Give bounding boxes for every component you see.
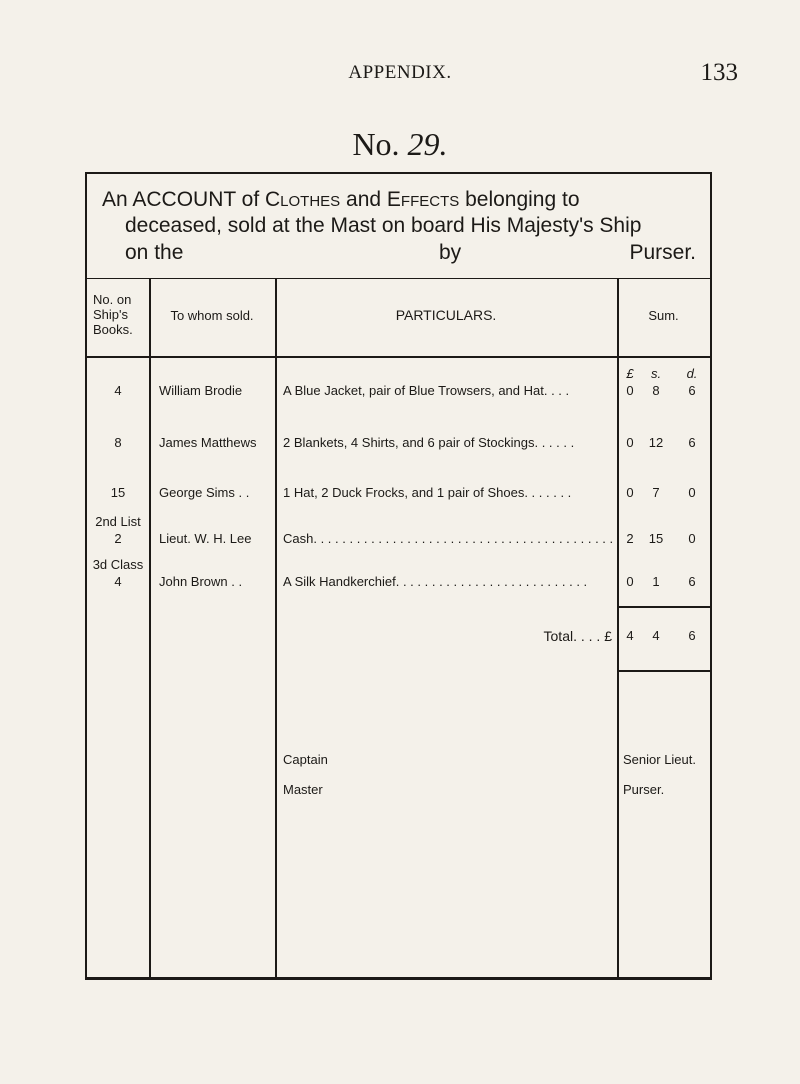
row-1-shillings: 8: [652, 383, 660, 398]
row-4-buyer: Lieut. W. H. Lee: [159, 531, 252, 546]
row-3-shillings: 7: [652, 485, 660, 500]
signature-captain: Captain: [283, 752, 328, 767]
title-text-effects: Effects: [386, 188, 460, 211]
row-4-no-list: 2nd List: [95, 514, 141, 529]
signature-master: Master: [283, 782, 323, 797]
document-number: [0, 126, 800, 163]
title-text-clothes: Clothes: [265, 188, 341, 211]
doc-number-prefix: No.: [352, 126, 400, 162]
header-no-line3: Books.: [93, 322, 133, 337]
col-divider-2: [275, 278, 277, 978]
signature-senior-lieut: Senior Lieut.: [623, 752, 696, 767]
total-pounds: 4: [626, 628, 634, 643]
header-to-whom: To whom sold.: [170, 308, 254, 323]
row-1-pounds: 0: [626, 383, 634, 398]
title-by: by: [439, 241, 462, 264]
row-3-pence: 0: [688, 485, 696, 500]
row-2-buyer: James Matthews: [159, 435, 257, 450]
row-2-pence: 6: [688, 435, 696, 450]
row-1-buyer: William Brodie: [159, 383, 243, 398]
row-3-no: 15: [110, 485, 126, 500]
row-5-no-class: 3d Class: [92, 557, 144, 572]
total-rule-top: [617, 606, 710, 608]
header-no-line1: No. on: [93, 292, 132, 307]
row-3-buyer: George Sims . .: [159, 485, 250, 500]
row-4-particulars: Cash. . . . . . . . . . . . . . . . . . . . . . . . . . . . . . . . . . . . . . . . . .: [283, 531, 614, 546]
header-no-line2: Ship's: [93, 307, 129, 322]
title-text-and: and: [340, 188, 387, 211]
row-1-pence: 6: [688, 383, 696, 398]
header-rule: [87, 356, 710, 358]
title-line-2: deceased, sold at the Mast on board His Majesty's Ship: [125, 214, 642, 237]
doc-number-value: 29.: [407, 126, 448, 162]
header-particulars: PARTICULARS.: [395, 307, 497, 323]
account-form: [85, 172, 712, 980]
page-number: 133: [700, 59, 738, 86]
col-divider-1: [149, 278, 151, 978]
total-shillings: 4: [652, 628, 660, 643]
unit-pounds: £: [626, 366, 634, 381]
row-5-pence: 6: [688, 574, 696, 589]
running-head: APPENDIX.: [348, 62, 452, 83]
row-2-shillings: 12: [648, 435, 664, 450]
row-5-particulars: A Silk Handkerchief. . . . . . . . . . . . . . . . . . . . . . . . . . .: [283, 574, 588, 589]
total-label: Total. . . . £: [543, 628, 612, 644]
header-ship-books: [93, 292, 149, 337]
title-purser: Purser.: [629, 241, 696, 264]
form-title: [87, 174, 710, 279]
title-on-the: on the: [125, 241, 184, 264]
total-pence: 6: [688, 628, 696, 643]
row-4-pence: 0: [688, 531, 696, 546]
title-line-1: [102, 188, 580, 212]
row-5-pounds: 0: [626, 574, 634, 589]
page-header: [0, 59, 800, 92]
row-5-buyer: John Brown . .: [159, 574, 243, 589]
signature-purser: Purser.: [623, 782, 665, 797]
unit-pence: d.: [686, 366, 698, 381]
row-5-shillings: 1: [652, 574, 660, 589]
total-rule-bottom: [617, 670, 710, 672]
row-3-particulars: 1 Hat, 2 Duck Frocks, and 1 pair of Shoes. . . . . . .: [283, 485, 572, 500]
row-2-particulars: 2 Blankets, 4 Shirts, and 6 pair of Stockings. . . . . .: [283, 435, 575, 450]
row-5-no: 4: [114, 574, 122, 589]
title-text-a: An ACCOUNT of: [102, 188, 265, 211]
row-1-particulars: A Blue Jacket, pair of Blue Trowsers, and Hat. . . .: [283, 383, 570, 398]
row-1-no: 4: [114, 383, 122, 398]
row-4-shillings: 15: [648, 531, 664, 546]
unit-shillings: s.: [650, 366, 662, 381]
row-2-pounds: 0: [626, 435, 634, 450]
header-sum: Sum.: [648, 308, 679, 323]
row-2-no: 8: [114, 435, 122, 450]
title-text-belonging: belonging to: [459, 188, 580, 211]
row-4-pounds: 2: [626, 531, 634, 546]
row-4-no: 2: [114, 531, 122, 546]
row-3-pounds: 0: [626, 485, 634, 500]
